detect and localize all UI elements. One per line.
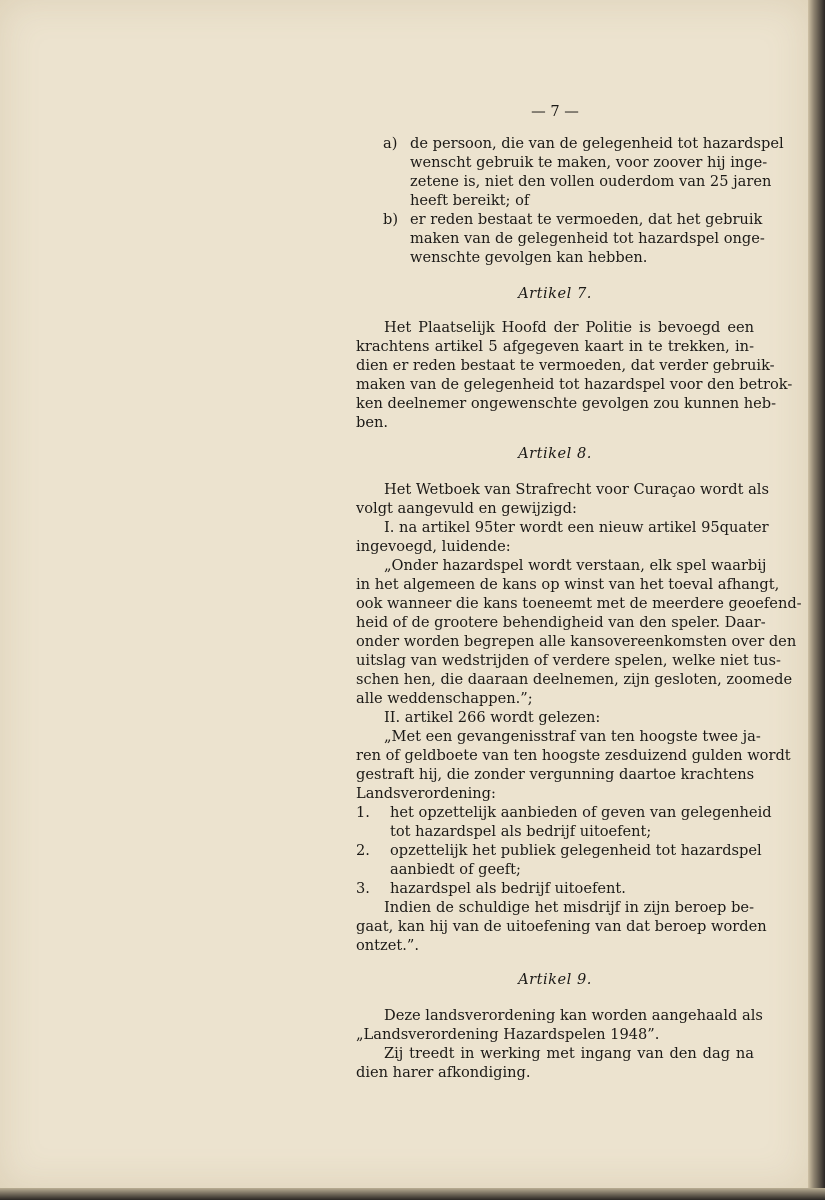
numbered-item-text xyxy=(390,803,772,841)
text-line: er reden bestaat te vermoeden, dat het gebruik xyxy=(410,211,763,228)
page-bottom-shadow xyxy=(0,1188,825,1200)
text-line: dien er reden bestaat te vermoeden, dat verder gebruik- xyxy=(356,357,775,374)
article-8-part-2 xyxy=(356,708,754,727)
text-line: Het Wetboek van Strafrecht voor Curaçao wordt als xyxy=(384,481,769,498)
article-8-quote-1 xyxy=(356,556,802,708)
numbered-item-text xyxy=(390,841,762,879)
text-line: het opzettelijk aanbieden of geven van gelegenheid xyxy=(390,804,772,821)
text-line: heeft bereikt; of xyxy=(410,192,530,209)
text-line: „Landsverordening Hazardspelen 1948”. xyxy=(356,1026,660,1043)
text-line: ontzet.”. xyxy=(356,937,419,954)
text-line: opzettelijk het publiek gelegenheid tot hazardspel xyxy=(390,842,762,859)
text-line: ingevoegd, luidende: xyxy=(356,538,511,555)
article-9-paragraph-1 xyxy=(356,1006,763,1044)
numbered-item-label: 3. xyxy=(356,880,370,897)
page-edge-shadow xyxy=(808,0,825,1200)
list-item-label: b) xyxy=(383,211,399,228)
article-9-paragraph-2 xyxy=(356,1044,754,1082)
text-line: alle weddenschappen.”; xyxy=(356,690,533,707)
article-8-intro xyxy=(356,480,769,518)
article-7-paragraph xyxy=(356,318,793,432)
text-line: gaat, kan hij van de uitoefening van dat beroep worden xyxy=(356,918,767,935)
list-item-label: a) xyxy=(383,135,398,152)
text-line: Landsverordening: xyxy=(356,785,496,802)
text-line: „Met een gevangenisstraf van ten hoogste twee ja- xyxy=(384,728,761,745)
list-item-text xyxy=(410,134,784,210)
text-line: ook wanneer die kans toeneemt met de meerdere geoefend- xyxy=(356,595,802,612)
article-8-closing xyxy=(356,898,767,955)
text-line: Indien de schuldige het misdrijf in zijn beroep be- xyxy=(384,899,754,916)
text-line: I. na artikel 95ter wordt een nieuw artikel 95quater xyxy=(384,519,769,536)
list-item-text xyxy=(410,210,765,267)
text-line: „Onder hazardspel wordt verstaan, elk spel waarbij xyxy=(384,557,767,574)
text-line: maken van de gelegenheid tot hazardspel voor den betrok- xyxy=(356,376,793,393)
text-line: schen hen, die daaraan deelnemen, zijn gesloten, zoomede xyxy=(356,671,793,688)
article-8-quote-2 xyxy=(356,727,791,803)
text-line: Het Plaatselijk Hoofd der Politie is bevoegd een xyxy=(384,319,754,336)
text-line: in het algemeen de kans op winst van het toeval afhangt, xyxy=(356,576,780,593)
article-8-heading: Artikel 8. xyxy=(518,445,592,462)
text-line: Zij treedt in werking met ingang van den dag na xyxy=(384,1045,754,1062)
text-line: maken van de gelegenheid tot hazardspel onge- xyxy=(410,230,765,247)
article-7-heading: Artikel 7. xyxy=(518,285,592,302)
numbered-item-label: 2. xyxy=(356,842,370,859)
text-line: wenschte gevolgen kan hebben. xyxy=(410,249,648,266)
text-line: volgt aangevuld en gewijzigd: xyxy=(356,500,577,517)
page-number: — 7 — xyxy=(531,103,579,120)
numbered-item-label: 1. xyxy=(356,804,370,821)
text-line: Deze landsverordening kan worden aangehaald als xyxy=(384,1007,763,1024)
numbered-item-text xyxy=(390,879,754,898)
text-line: tot hazardspel als bedrijf uitoefent; xyxy=(390,823,652,840)
text-line: de persoon, die van de gelegenheid tot hazardspel xyxy=(410,135,784,152)
article-8-part-1 xyxy=(356,518,769,556)
text-line: uitslag van wedstrijden of verdere spelen, welke niet tus- xyxy=(356,652,781,669)
text-line: gestraft hij, die zonder vergunning daartoe krachtens xyxy=(356,766,755,783)
text-line: dien harer afkondiging. xyxy=(356,1064,531,1081)
text-line: zetene is, niet den vollen ouderdom van 25 jaren xyxy=(410,173,772,190)
article-9-heading: Artikel 9. xyxy=(518,971,592,988)
text-line: krachtens artikel 5 afgegeven kaart in te trekken, in- xyxy=(356,338,754,355)
text-line: ben. xyxy=(356,414,389,431)
text-line: wenscht gebruik te maken, voor zoover hij inge- xyxy=(410,154,768,171)
text-line: ken deelnemer ongewenschte gevolgen zou kunnen heb- xyxy=(356,395,777,412)
text-line: ren of geldboete van ten hoogste zesduizend gulden wordt xyxy=(356,747,791,764)
text-line: II. artikel 266 wordt gelezen: xyxy=(384,709,601,726)
text-line: aanbiedt of geeft; xyxy=(390,861,521,878)
text-line: hazardspel als bedrijf uitoefent. xyxy=(390,880,626,897)
text-line: onder worden begrepen alle kansovereenkomsten over den xyxy=(356,633,797,650)
text-line: heid of de grootere behendigheid van den speler. Daar- xyxy=(356,614,766,631)
